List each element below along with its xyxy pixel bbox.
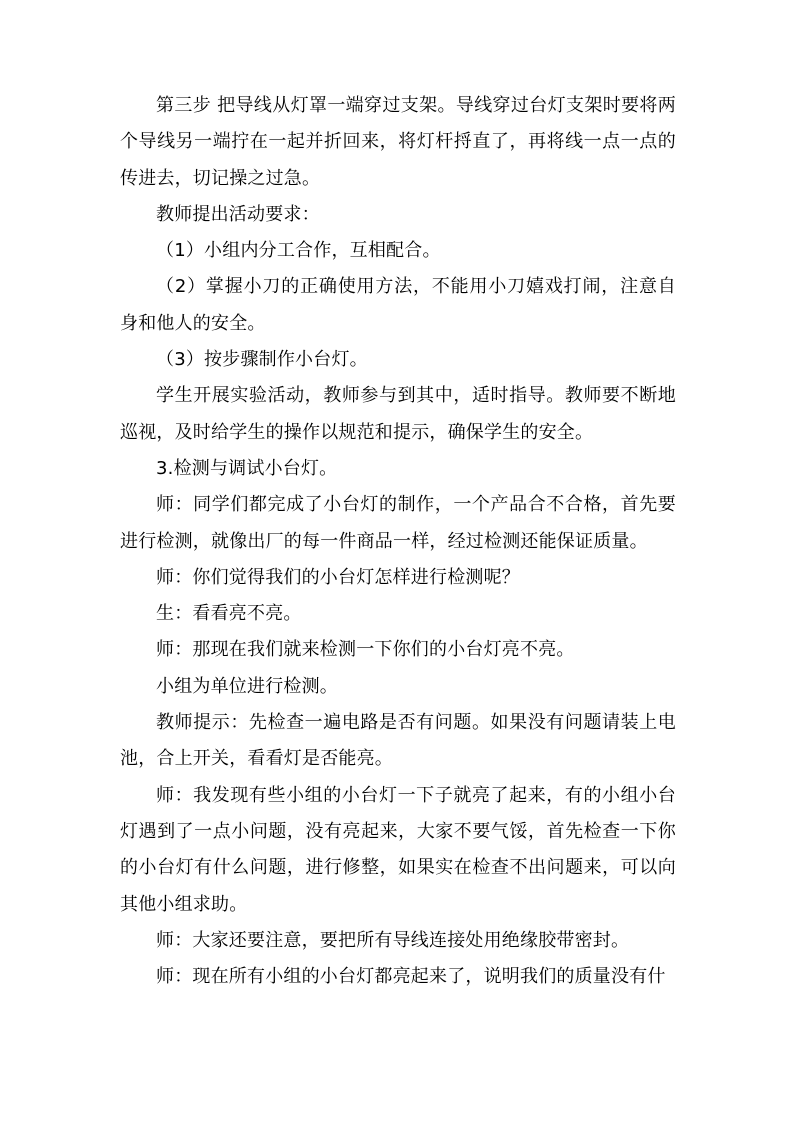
- requirement-item-2: （2）掌握小刀的正确使用方法，不能用小刀嬉戏打闹，注意自身和他人的安全。: [120, 276, 676, 334]
- paragraph-activity-requirements: 教师提出活动要求：: [156, 203, 320, 225]
- paragraph-step-three: 第三步 把导线从灯罩一端穿过支架。导线穿过台灯支架时要将两个导线另一端拧在一起并折回来，将灯杆捋直了，再将线一点一点的传进去，切记操之过急。: [120, 95, 676, 189]
- dialogue-line: 生：看看亮不亮。: [156, 603, 302, 625]
- document-body: [120, 88, 676, 995]
- dialogue-line: 师：现在所有小组的小台灯都亮起来了，说明我们的质量没有什: [156, 966, 666, 988]
- dialogue-line: 师：同学们都完成了小台灯的制作，一个产品合不合格，首先要进行检测，就像出厂的每一件商品一样，经过检测还能保证质量。: [120, 494, 676, 552]
- requirement-item-3: （3）按步骤制作小台灯。: [156, 349, 368, 371]
- paragraph-teacher-hint: 教师提示：先检查一遍电路是否有问题。如果没有问题请装上电池，合上开关，看看灯是否能亮。: [120, 712, 676, 770]
- dialogue-line: 师：大家还要注意，要把所有导线连接处用绝缘胶带密封。: [156, 929, 630, 951]
- paragraph-student-activity: 学生开展实验活动，教师参与到其中，适时指导。教师要不断地巡视，及时给学生的操作以规范和提示，确保学生的安全。: [120, 385, 676, 443]
- dialogue-line: 师：那现在我们就来检测一下你们的小台灯亮不亮。: [156, 639, 575, 661]
- paragraph-group-testing: 小组为单位进行检测。: [156, 675, 338, 697]
- requirement-item-1: （1）小组内分工合作，互相配合。: [156, 240, 441, 262]
- section-heading-testing: 3.检测与调试小台灯。: [156, 457, 338, 479]
- dialogue-line: 师：我发现有些小组的小台灯一下子就亮了起来，有的小组小台灯遇到了一点小问题，没有亮起来，大家不要气馁，首先检查一下你的小台灯有什么问题，进行修整，如果实在检查不出问题来，可以向其他小组求助。: [120, 784, 676, 915]
- dialogue-line: 师：你们觉得我们的小台灯怎样进行检测呢？: [156, 566, 520, 588]
